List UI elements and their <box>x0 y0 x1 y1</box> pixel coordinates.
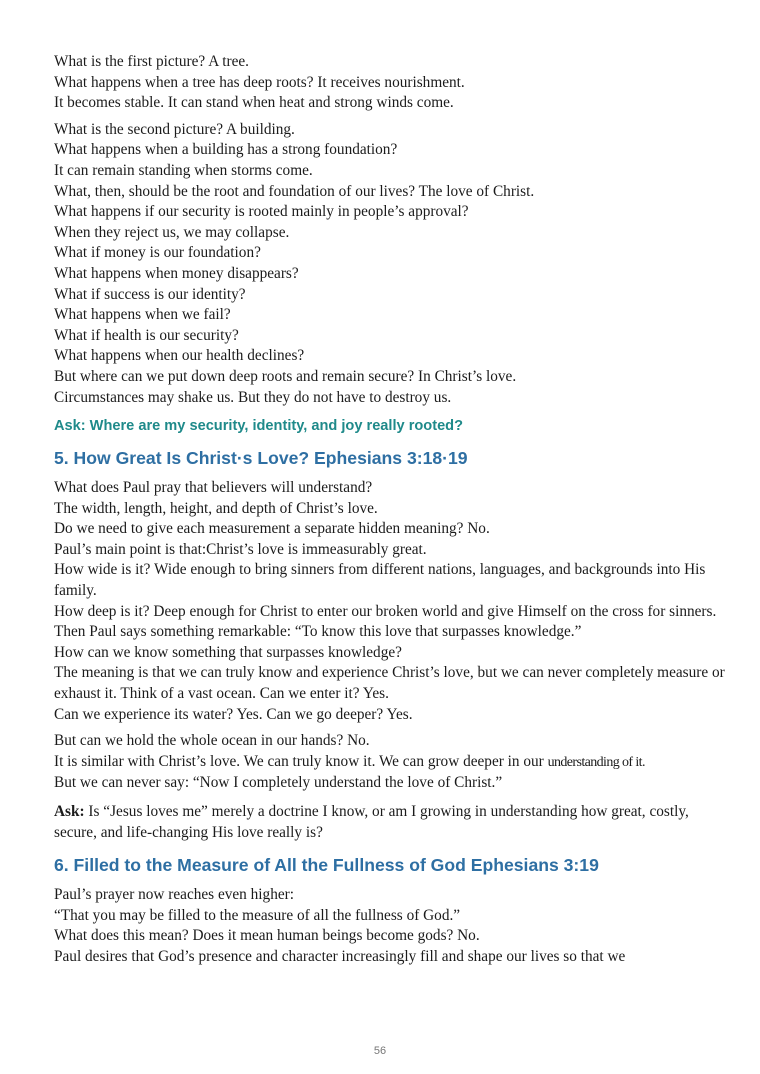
text-line: What happens when we fail? <box>54 306 231 324</box>
text-line: What does Paul pray that believers will understand? <box>54 479 373 497</box>
paragraph-christs-love <box>54 478 726 725</box>
text-line: What if success is our identity? <box>54 285 246 303</box>
text-line: Paul desires that God’s presence and character increasingly fill and shape our lives so that we <box>54 947 626 965</box>
text-line: What happens if our security is rooted mainly in people’s approval? <box>54 203 469 221</box>
text-line: Paul’s main point is that:Christ’s love is immeasurably great. <box>54 540 427 558</box>
text-line: How can we know something that surpasses knowledge? <box>54 643 402 661</box>
text-line: Then Paul says something remarkable: “To know this love that surpasses knowledge.” <box>54 623 582 641</box>
text-line: What is the first picture? A tree. <box>54 53 249 70</box>
text-line: “That you may be filled to the measure of all the fullness of God.” <box>54 906 461 924</box>
text-line: Can we experience its water? Yes. Can we go deeper? Yes. <box>54 705 413 723</box>
page-number: 56 <box>373 1045 387 1057</box>
ask-label: Ask: <box>54 803 85 820</box>
paragraph-building <box>54 120 726 408</box>
text-line: What happens when a building has a strong foundation? <box>54 141 398 159</box>
page-content <box>54 52 726 968</box>
text-line: What happens when a tree has deep roots? It receives nourishment. <box>54 73 465 91</box>
paragraph-tree <box>54 52 726 114</box>
text-line: Do we need to give each measurement a separate hidden meaning? No. <box>54 520 490 538</box>
paragraph-fullness <box>54 885 726 967</box>
text-line: How deep is it? Deep enough for Christ to enter our broken world and give Himself on the cross for sinners. <box>54 602 717 620</box>
text-line: Circumstances may shake us. But they do not have to destroy us. <box>54 388 452 406</box>
text-line: What if money is our foundation? <box>54 244 261 262</box>
text-line: But where can we put down deep roots and remain secure? In Christ’s love. <box>54 367 517 385</box>
text-line: What does this mean? Does it mean human beings become gods? No. <box>54 927 480 945</box>
text-line: How wide is it? Wide enough to bring sinners from different nations, languages, and backgrounds into His family. <box>54 561 706 600</box>
text-line: It can remain standing when storms come. <box>54 161 313 179</box>
text-line: When they reject us, we may collapse. <box>54 223 290 241</box>
section-heading-6: 6. Filled to the Measure of All the Fullness of God Ephesians 3:19 <box>54 855 599 876</box>
text-line: It becomes stable. It can stand when heat and strong winds come. <box>54 94 454 112</box>
text-line <box>54 752 726 774</box>
text-line: Paul’s prayer now reaches even higher: <box>54 886 294 904</box>
text-line: The width, length, height, and depth of Christ’s love. <box>54 499 378 517</box>
text-line: What happens when money disappears? <box>54 264 299 282</box>
text-line: What if health is our security? <box>54 326 239 344</box>
text-line: But can we hold the whole ocean in our hands? No. <box>54 732 370 750</box>
text-span: It is similar with Christ’s love. We can truly know it. We can grow deeper in our <box>54 752 548 770</box>
ask-question <box>54 802 726 843</box>
text-line: What happens when our health declines? <box>54 347 305 365</box>
text-line: What is the second picture? A building. <box>54 120 295 138</box>
ask-text: Is “Jesus loves me” merely a doctrine I know, or am I growing in understanding how great, costly, secure, and life-changing His love really is? <box>54 803 689 841</box>
section-heading-5: 5. How Great Is Christ·s Love? Ephesians 3:18·19 <box>54 448 468 469</box>
text-span: understanding of it. <box>547 754 645 770</box>
text-line: But we can never say: “Now I completely understand the love of Christ.” <box>54 774 503 792</box>
paragraph-ocean <box>54 731 726 794</box>
text-line: The meaning is that we can truly know and experience Christ’s love, but we can never completely measure or exhaust it. Think of a vast ocean. Can we enter it? Yes. <box>54 664 725 703</box>
text-line: What, then, should be the root and foundation of our lives? The love of Christ. <box>54 182 535 200</box>
ask-prompt: Ask: Where are my security, identity, and joy really rooted? <box>54 418 464 435</box>
